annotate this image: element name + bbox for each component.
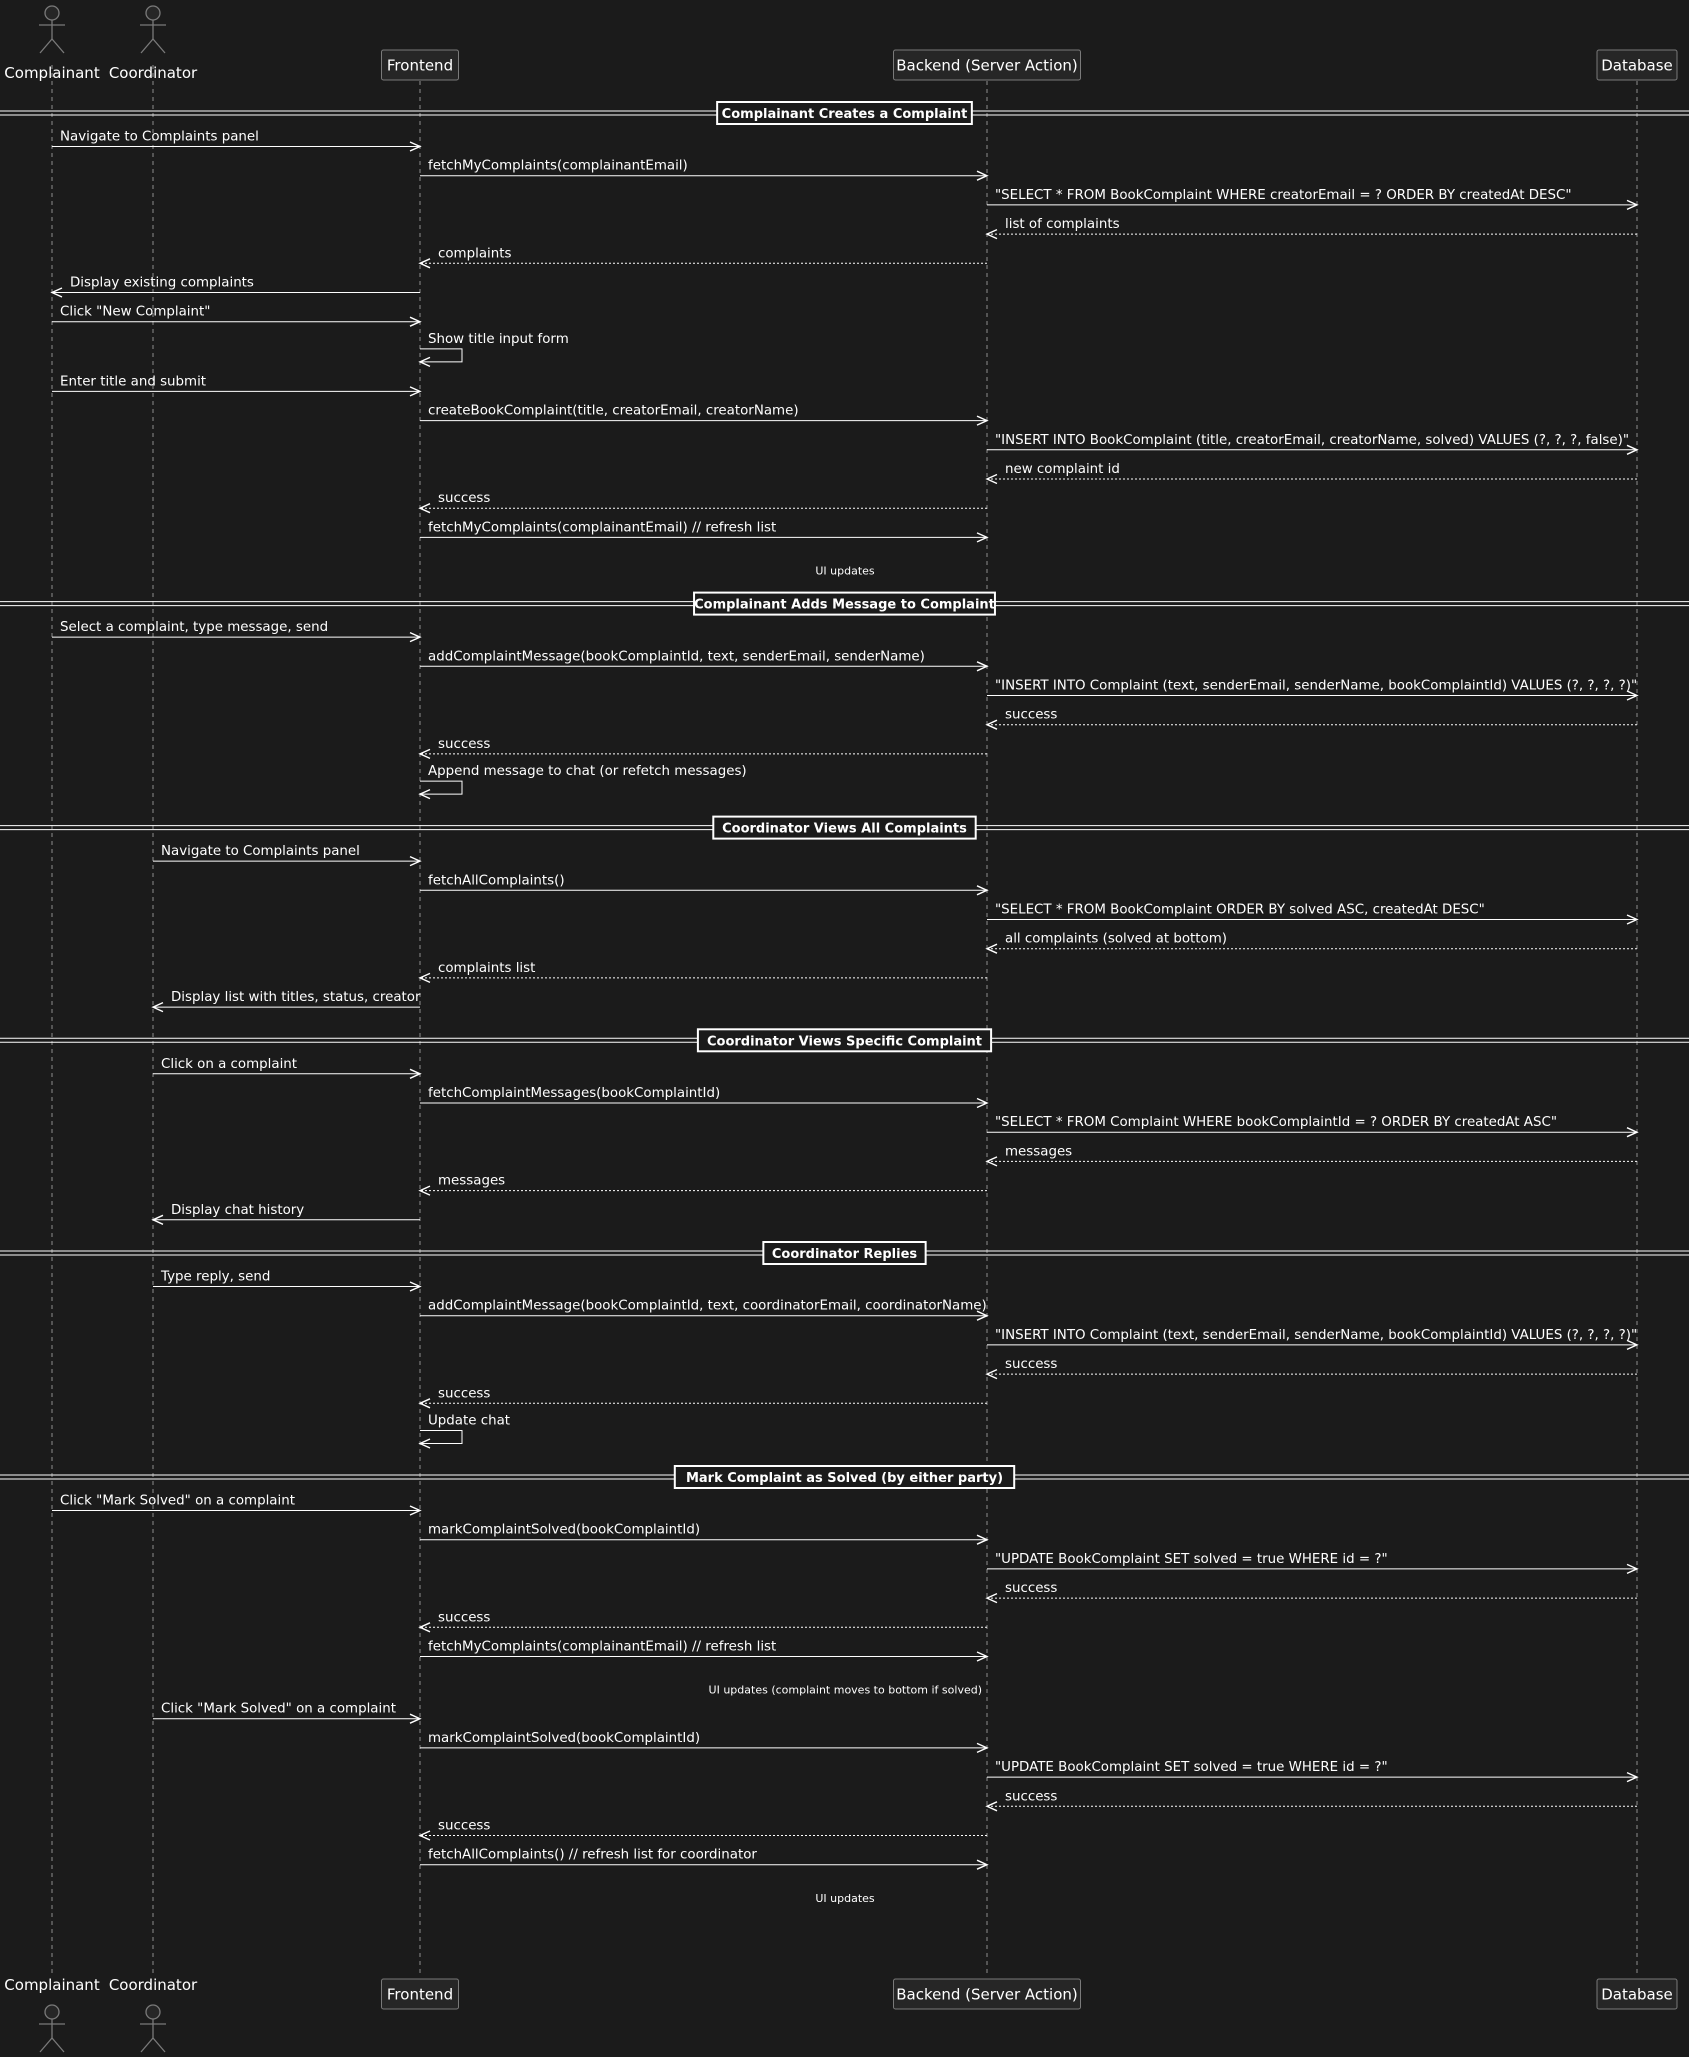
message-label: success xyxy=(438,736,491,752)
message-label: Enter title and submit xyxy=(60,374,207,390)
participant-backend-bottom xyxy=(894,1979,1081,2009)
delay-label: UI updates xyxy=(815,564,875,578)
section-0 xyxy=(0,102,1689,537)
message-label: new complaint id xyxy=(1005,462,1120,477)
participant-label: Database xyxy=(1601,1985,1673,2004)
message-label: markComplaintSolved(bookComplaintId) xyxy=(428,1522,701,1538)
delay-label: UI updates (complaint moves to bottom if solved) xyxy=(708,1683,982,1697)
message-label: success xyxy=(1005,1357,1058,1373)
actor-icon xyxy=(39,6,65,53)
participant-complainant-top xyxy=(4,6,100,82)
self-message-arrow xyxy=(420,781,462,794)
message-label: fetchMyComplaints(complainantEmail) xyxy=(428,158,688,174)
participant-complainant-bottom xyxy=(4,1976,100,2052)
message-label: "INSERT INTO BookComplaint (title, creatorEmail, creatorName, solved) VALUES (?, ?, ?, false)" xyxy=(995,432,1630,448)
message-label: Update chat xyxy=(428,1413,511,1429)
message-label: messages xyxy=(438,1173,506,1189)
participant-label: Complainant xyxy=(4,1976,100,1994)
message-label: all complaints (solved at bottom) xyxy=(1005,931,1228,947)
message-label: fetchMyComplaints(complainantEmail) // refresh list xyxy=(428,520,777,536)
participant-label: Backend (Server Action) xyxy=(896,56,1078,75)
message-label: "SELECT * FROM BookComplaint WHERE creatorEmail = ? ORDER BY createdAt DESC" xyxy=(995,187,1572,203)
message-label: fetchAllComplaints() // refresh list for coordinator xyxy=(428,1847,757,1863)
message-label: markComplaintSolved(bookComplaintId) xyxy=(428,1730,701,1746)
delay-label: UI updates xyxy=(815,1891,875,1905)
message-label: Display existing complaints xyxy=(70,275,254,291)
section-5 xyxy=(0,1466,1689,1865)
message-label: fetchAllComplaints() xyxy=(428,873,565,889)
participant-frontend-bottom xyxy=(382,1979,459,2009)
participant-label: Complainant xyxy=(4,64,100,82)
participant-label: Backend (Server Action) xyxy=(896,1985,1078,2004)
message-label: fetchMyComplaints(complainantEmail) // refresh list xyxy=(428,1639,777,1655)
section-title: Complainant Adds Message to Complaint xyxy=(694,597,995,613)
participant-coordinator-top xyxy=(109,6,198,82)
participant-coordinator-bottom xyxy=(109,1976,198,2052)
actor-icon xyxy=(140,6,166,53)
message-label: "UPDATE BookComplaint SET solved = true WHERE id = ?" xyxy=(995,1760,1388,1776)
message-label: "SELECT * FROM BookComplaint ORDER BY solved ASC, createdAt DESC" xyxy=(995,902,1485,918)
message-label: addComplaintMessage(bookComplaintId, text, coordinatorEmail, coordinatorName) xyxy=(428,1298,987,1314)
participant-label: Frontend xyxy=(386,1985,454,2004)
message-label: Type reply, send xyxy=(161,1269,271,1285)
message-label: "UPDATE BookComplaint SET solved = true WHERE id = ?" xyxy=(995,1551,1388,1567)
message-label: fetchComplaintMessages(bookComplaintId) xyxy=(428,1086,721,1101)
message-label: success xyxy=(438,1610,491,1626)
message-label: addComplaintMessage(bookComplaintId, text, senderEmail, senderName) xyxy=(428,649,925,665)
section-title: Complainant Creates a Complaint xyxy=(721,107,968,122)
participant-database-bottom xyxy=(1597,1979,1677,2009)
message-label: Display list with titles, status, creator xyxy=(171,990,421,1006)
message-label: success xyxy=(1005,707,1058,723)
participant-backend-top xyxy=(894,50,1081,80)
participant-label: Coordinator xyxy=(108,64,198,82)
message-label: Click on a complaint xyxy=(161,1056,298,1072)
section-title: Mark Complaint as Solved (by either party) xyxy=(685,1471,1004,1486)
message-label: Display chat history xyxy=(171,1202,305,1218)
message-label: Navigate to Complaints panel xyxy=(161,844,360,860)
message-label: Show title input form xyxy=(428,331,569,347)
participant-database-top xyxy=(1597,50,1677,80)
message-label: Navigate to Complaints panel xyxy=(60,129,259,145)
participant-label: Coordinator xyxy=(108,1976,198,1994)
message-label: success xyxy=(1005,1581,1058,1597)
section-title: Coordinator Replies xyxy=(771,1247,918,1262)
message-label: messages xyxy=(1005,1144,1073,1160)
participant-label: Frontend xyxy=(386,56,454,75)
message-label: success xyxy=(438,1818,491,1834)
section-title: Coordinator Views Specific Complaint xyxy=(706,1034,983,1050)
message-label: Append message to chat (or refetch messages) xyxy=(428,764,747,780)
message-label: complaints xyxy=(438,246,512,262)
self-message-arrow xyxy=(420,349,462,362)
message-label: "INSERT INTO Complaint (text, senderEmail, senderName, bookComplaintId) VALUES (?, ?, ?, ?)" xyxy=(995,678,1638,694)
message-label: complaints list xyxy=(438,960,536,976)
message-label: "INSERT INTO Complaint (text, senderEmail, senderName, bookComplaintId) VALUES (?, ?, ?, ?)" xyxy=(995,1327,1638,1343)
participant-label: Database xyxy=(1601,56,1673,75)
message-label: success xyxy=(1005,1789,1058,1805)
participant-frontend-top xyxy=(382,50,459,80)
message-label: list of complaints xyxy=(1005,217,1120,233)
self-message-arrow xyxy=(420,1431,462,1444)
message-label: createBookComplaint(title, creatorEmail, creatorName) xyxy=(428,403,799,419)
message-label: success xyxy=(438,491,491,507)
message-label: success xyxy=(438,1386,491,1402)
message-label: Click "Mark Solved" on a complaint xyxy=(161,1701,396,1717)
actor-icon xyxy=(140,2005,166,2052)
message-label: "SELECT * FROM Complaint WHERE bookComplaintId = ? ORDER BY createdAt ASC" xyxy=(995,1115,1557,1131)
actor-icon xyxy=(39,2005,65,2052)
message-label: Select a complaint, type message, send xyxy=(60,620,329,636)
message-label: Click "New Complaint" xyxy=(60,304,211,320)
message-label: Click "Mark Solved" on a complaint xyxy=(60,1493,295,1509)
section-title: Coordinator Views All Complaints xyxy=(722,821,967,837)
